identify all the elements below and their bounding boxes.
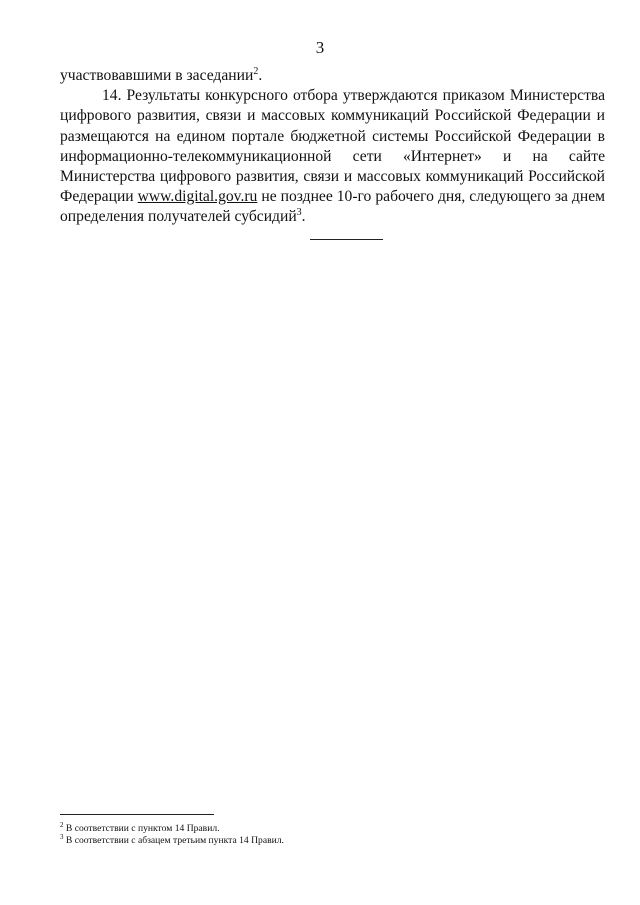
footnote-ref-2: 2	[253, 65, 259, 77]
page-number: 3	[315, 38, 325, 57]
footnote-ref-3: 3	[296, 207, 302, 219]
paragraph-end: .	[258, 67, 263, 84]
footnote-text: В соответствии с пунктом 14 Правил.	[63, 823, 220, 834]
footnote-separator	[60, 814, 214, 815]
digital-gov-link[interactable]: www.digital.gov.ru	[137, 188, 258, 206]
footnote-3	[60, 832, 605, 847]
paragraph-continuation-text: участвовавшими в заседании	[60, 67, 254, 84]
footnote-mark: 2	[60, 820, 64, 829]
footnote-mark: 3	[60, 832, 64, 841]
paragraph-continuation	[60, 66, 605, 86]
paragraph-14-text-tail: не позднее 10-го рабочего дня, следующего за днем определения получателей субсидий	[60, 188, 605, 226]
body-text	[60, 66, 605, 228]
paragraph-end: .	[301, 208, 306, 226]
footnote-text: В соответствии с абзацем третьим пункта 14 Правил.	[63, 835, 284, 846]
paragraph-14-text: 14. Результаты конкурсного отбора утверждаются приказом Министерства цифрового развития, связи и массовых коммуникаций Российской Федерации и размещаются на едином портале бюджетной системы Российской Федерации в информационно-телекоммуникационной сети «Интернет» и на сайте Министерства цифрового развития, связи и массовых коммуникаций Российской Федерации	[60, 87, 605, 206]
end-of-text-rule	[310, 239, 383, 240]
paragraph-14	[60, 86, 605, 227]
footnotes	[60, 820, 605, 847]
footnote-2	[60, 820, 605, 835]
